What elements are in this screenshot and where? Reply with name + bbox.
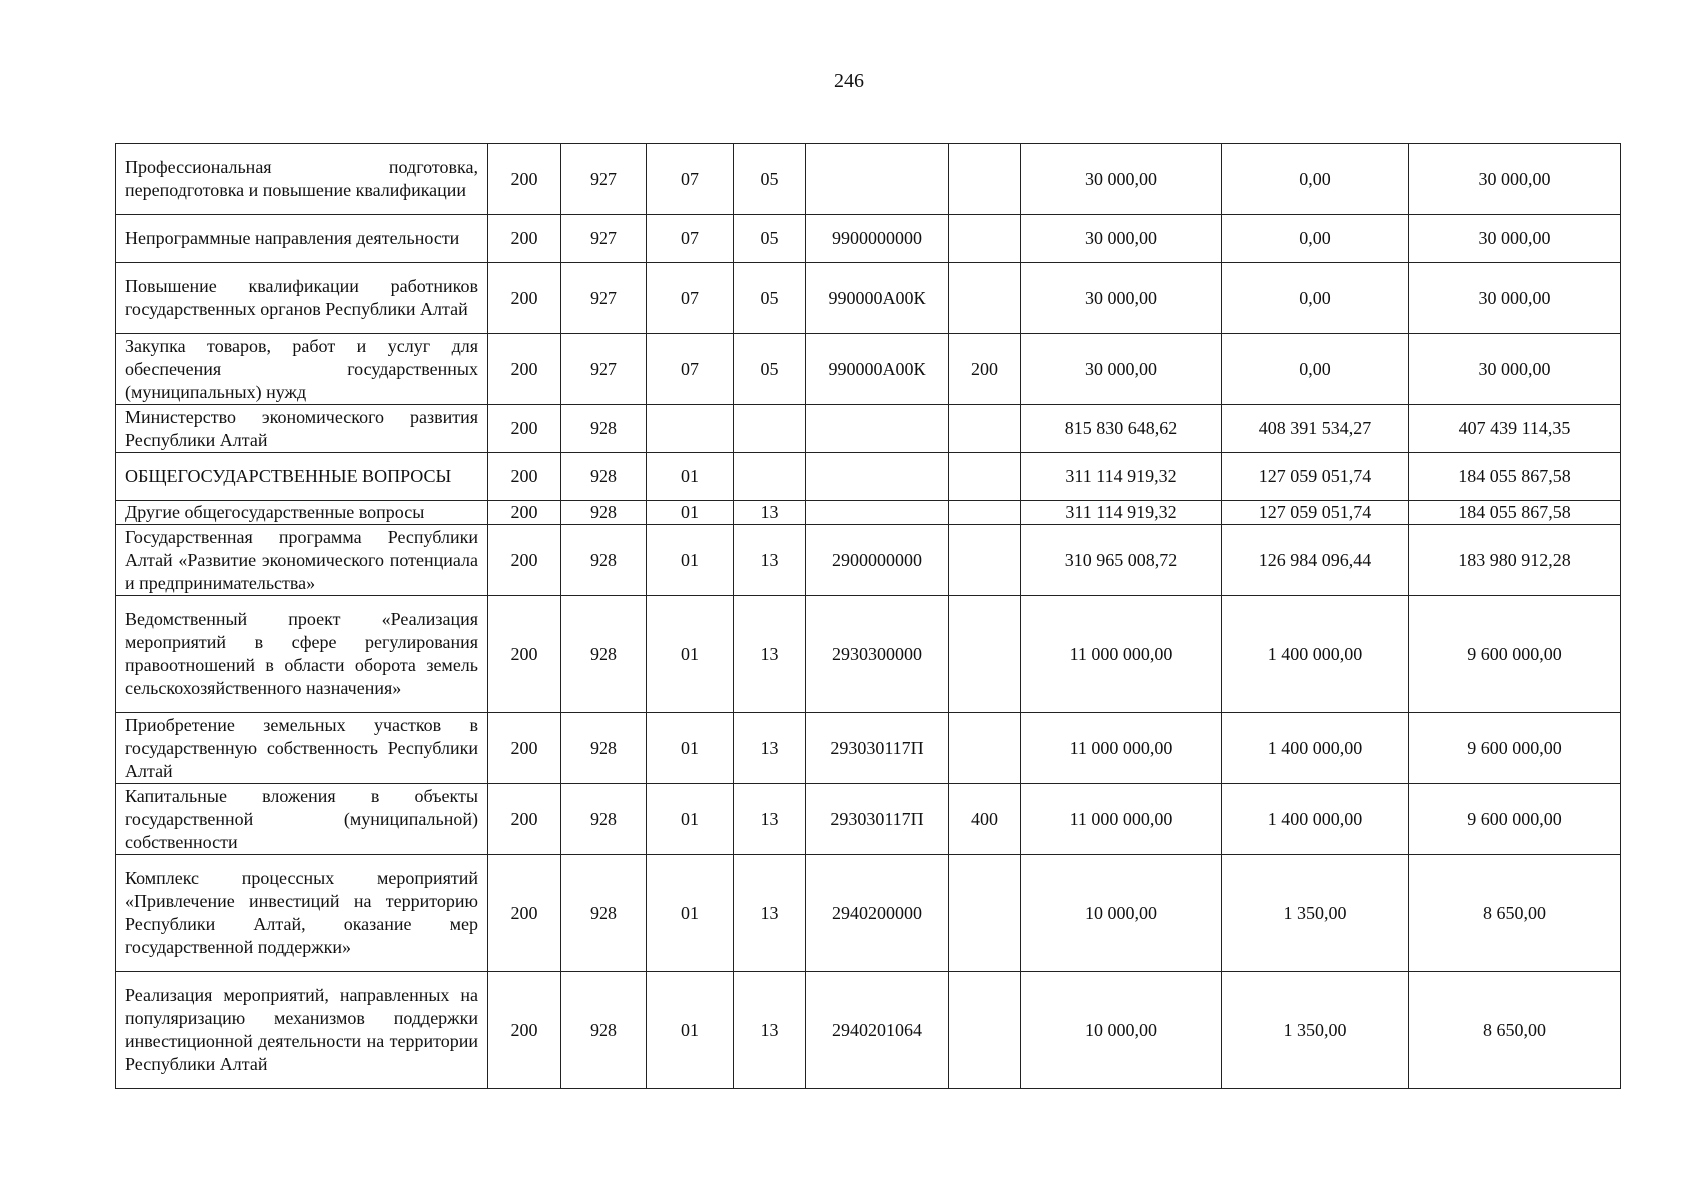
cell-code2: 927: [561, 334, 647, 405]
cell-code1: 200: [488, 263, 561, 334]
cell-code2: 928: [561, 855, 647, 972]
cell-code2: 928: [561, 972, 647, 1089]
cell-sum2: 1 400 000,00: [1222, 596, 1409, 713]
cell-code2: 928: [561, 501, 647, 525]
cell-sum3: 30 000,00: [1409, 144, 1621, 215]
cell-sum3: 184 055 867,58: [1409, 501, 1621, 525]
cell-code4: 05: [734, 144, 806, 215]
cell-sum3: 184 055 867,58: [1409, 453, 1621, 501]
cell-code4: [734, 405, 806, 453]
table-row: [116, 501, 1621, 525]
cell-target: 293030117П: [806, 784, 949, 855]
cell-sum3: 183 980 912,28: [1409, 525, 1621, 596]
cell-sum2: 126 984 096,44: [1222, 525, 1409, 596]
cell-target: 293030117П: [806, 713, 949, 784]
cell-sum1: 10 000,00: [1021, 972, 1222, 1089]
cell-code3: 07: [647, 215, 734, 263]
cell-sum1: 11 000 000,00: [1021, 784, 1222, 855]
cell-code2: 927: [561, 263, 647, 334]
cell-code4: 13: [734, 525, 806, 596]
cell-code1: 200: [488, 405, 561, 453]
cell-code1: 200: [488, 453, 561, 501]
cell-name: Закупка товаров, работ и услуг для обеспечения государственных (муниципальных) нужд: [116, 334, 488, 405]
cell-sum3: 407 439 114,35: [1409, 405, 1621, 453]
cell-sum3: 9 600 000,00: [1409, 596, 1621, 713]
cell-sum1: 10 000,00: [1021, 855, 1222, 972]
cell-sum3: 30 000,00: [1409, 215, 1621, 263]
cell-code2: 928: [561, 713, 647, 784]
cell-target: [806, 405, 949, 453]
page-number: 246: [834, 70, 864, 92]
cell-code4: 13: [734, 784, 806, 855]
cell-target: 990000А00К: [806, 334, 949, 405]
cell-vr: [949, 144, 1021, 215]
table-row: [116, 334, 1621, 405]
table-row: [116, 453, 1621, 501]
cell-sum2: 127 059 051,74: [1222, 501, 1409, 525]
cell-code1: 200: [488, 972, 561, 1089]
cell-vr: [949, 453, 1021, 501]
cell-code1: 200: [488, 334, 561, 405]
cell-code4: 05: [734, 215, 806, 263]
cell-code3: 01: [647, 713, 734, 784]
cell-name: ОБЩЕГОСУДАРСТВЕННЫЕ ВОПРОСЫ: [116, 453, 488, 501]
cell-target: [806, 453, 949, 501]
cell-code2: 927: [561, 144, 647, 215]
cell-code4: 13: [734, 855, 806, 972]
cell-sum2: 1 350,00: [1222, 855, 1409, 972]
cell-sum1: 815 830 648,62: [1021, 405, 1222, 453]
cell-vr: 400: [949, 784, 1021, 855]
cell-vr: [949, 215, 1021, 263]
cell-name: Приобретение земельных участков в государственную собственность Республики Алтай: [116, 713, 488, 784]
table-row: [116, 972, 1621, 1089]
cell-sum3: 8 650,00: [1409, 855, 1621, 972]
cell-target: 2900000000: [806, 525, 949, 596]
cell-sum2: 0,00: [1222, 263, 1409, 334]
cell-name: Профессиональная подготовка, переподготовка и повышение квалификации: [116, 144, 488, 215]
cell-sum1: 30 000,00: [1021, 215, 1222, 263]
cell-sum2: 0,00: [1222, 144, 1409, 215]
cell-code4: 05: [734, 263, 806, 334]
cell-code1: 200: [488, 855, 561, 972]
cell-code2: 928: [561, 784, 647, 855]
table-row: [116, 525, 1621, 596]
cell-vr: [949, 596, 1021, 713]
cell-name: Комплекс процессных мероприятий «Привлечение инвестиций на территорию Республики Алтай, оказание мер государственной поддержки»: [116, 855, 488, 972]
cell-target: 2940200000: [806, 855, 949, 972]
cell-sum1: 311 114 919,32: [1021, 501, 1222, 525]
cell-sum2: 0,00: [1222, 215, 1409, 263]
cell-code2: 928: [561, 596, 647, 713]
cell-sum3: 30 000,00: [1409, 334, 1621, 405]
cell-sum2: 1 400 000,00: [1222, 784, 1409, 855]
cell-name: Министерство экономического развития Республики Алтай: [116, 405, 488, 453]
cell-name: Непрограммные направления деятельности: [116, 215, 488, 263]
cell-code3: 01: [647, 596, 734, 713]
table-row: [116, 713, 1621, 784]
cell-sum3: 8 650,00: [1409, 972, 1621, 1089]
cell-code3: 01: [647, 525, 734, 596]
cell-code3: [647, 405, 734, 453]
cell-sum2: 0,00: [1222, 334, 1409, 405]
cell-code4: 05: [734, 334, 806, 405]
cell-name: Другие общегосударственные вопросы: [116, 501, 488, 525]
cell-code4: 13: [734, 713, 806, 784]
cell-vr: [949, 263, 1021, 334]
cell-vr: [949, 972, 1021, 1089]
table-row: [116, 784, 1621, 855]
cell-code1: 200: [488, 713, 561, 784]
cell-sum1: 30 000,00: [1021, 263, 1222, 334]
cell-vr: [949, 855, 1021, 972]
cell-name: Повышение квалификации работников государственных органов Республики Алтай: [116, 263, 488, 334]
table-row: [116, 144, 1621, 215]
budget-table: [115, 143, 1621, 1089]
cell-sum1: 30 000,00: [1021, 334, 1222, 405]
cell-sum3: 9 600 000,00: [1409, 713, 1621, 784]
cell-code4: 13: [734, 596, 806, 713]
cell-sum3: 9 600 000,00: [1409, 784, 1621, 855]
cell-vr: [949, 713, 1021, 784]
cell-code3: 01: [647, 501, 734, 525]
cell-code2: 928: [561, 453, 647, 501]
cell-code2: 927: [561, 215, 647, 263]
cell-sum1: 311 114 919,32: [1021, 453, 1222, 501]
cell-target: 2930300000: [806, 596, 949, 713]
cell-code3: 07: [647, 334, 734, 405]
cell-code4: [734, 453, 806, 501]
table-row: [116, 596, 1621, 713]
cell-sum3: 30 000,00: [1409, 263, 1621, 334]
cell-code1: 200: [488, 784, 561, 855]
cell-name: Реализация мероприятий, направленных на популяризацию механизмов поддержки инвестиционной деятельности на территории Республики Алтай: [116, 972, 488, 1089]
cell-sum2: 408 391 534,27: [1222, 405, 1409, 453]
cell-code1: 200: [488, 144, 561, 215]
cell-name: Государственная программа Республики Алтай «Развитие экономического потенциала и предпринимательства»: [116, 525, 488, 596]
cell-code1: 200: [488, 596, 561, 713]
table-row: [116, 263, 1621, 334]
cell-name: Ведомственный проект «Реализация мероприятий в сфере регулирования правоотношений в области оборота земель сельскохозяйственного назначения»: [116, 596, 488, 713]
cell-code3: 01: [647, 453, 734, 501]
cell-target: 9900000000: [806, 215, 949, 263]
cell-sum1: 30 000,00: [1021, 144, 1222, 215]
table-row: [116, 855, 1621, 972]
cell-vr: 200: [949, 334, 1021, 405]
cell-name: Капитальные вложения в объекты государственной (муниципальной) собственности: [116, 784, 488, 855]
cell-code2: 928: [561, 405, 647, 453]
cell-code4: 13: [734, 501, 806, 525]
cell-target: 2940201064: [806, 972, 949, 1089]
cell-code1: 200: [488, 215, 561, 263]
cell-sum2: 1 400 000,00: [1222, 713, 1409, 784]
cell-code3: 01: [647, 855, 734, 972]
cell-code3: 07: [647, 263, 734, 334]
cell-target: [806, 501, 949, 525]
cell-vr: [949, 405, 1021, 453]
cell-code3: 01: [647, 784, 734, 855]
cell-vr: [949, 501, 1021, 525]
cell-sum2: 127 059 051,74: [1222, 453, 1409, 501]
table-row: [116, 215, 1621, 263]
cell-code1: 200: [488, 501, 561, 525]
cell-target: 990000А00К: [806, 263, 949, 334]
cell-target: [806, 144, 949, 215]
cell-code3: 07: [647, 144, 734, 215]
cell-code1: 200: [488, 525, 561, 596]
table-row: [116, 405, 1621, 453]
cell-code4: 13: [734, 972, 806, 1089]
cell-sum1: 11 000 000,00: [1021, 713, 1222, 784]
cell-code2: 928: [561, 525, 647, 596]
cell-vr: [949, 525, 1021, 596]
cell-code3: 01: [647, 972, 734, 1089]
cell-sum2: 1 350,00: [1222, 972, 1409, 1089]
cell-sum1: 11 000 000,00: [1021, 596, 1222, 713]
cell-sum1: 310 965 008,72: [1021, 525, 1222, 596]
